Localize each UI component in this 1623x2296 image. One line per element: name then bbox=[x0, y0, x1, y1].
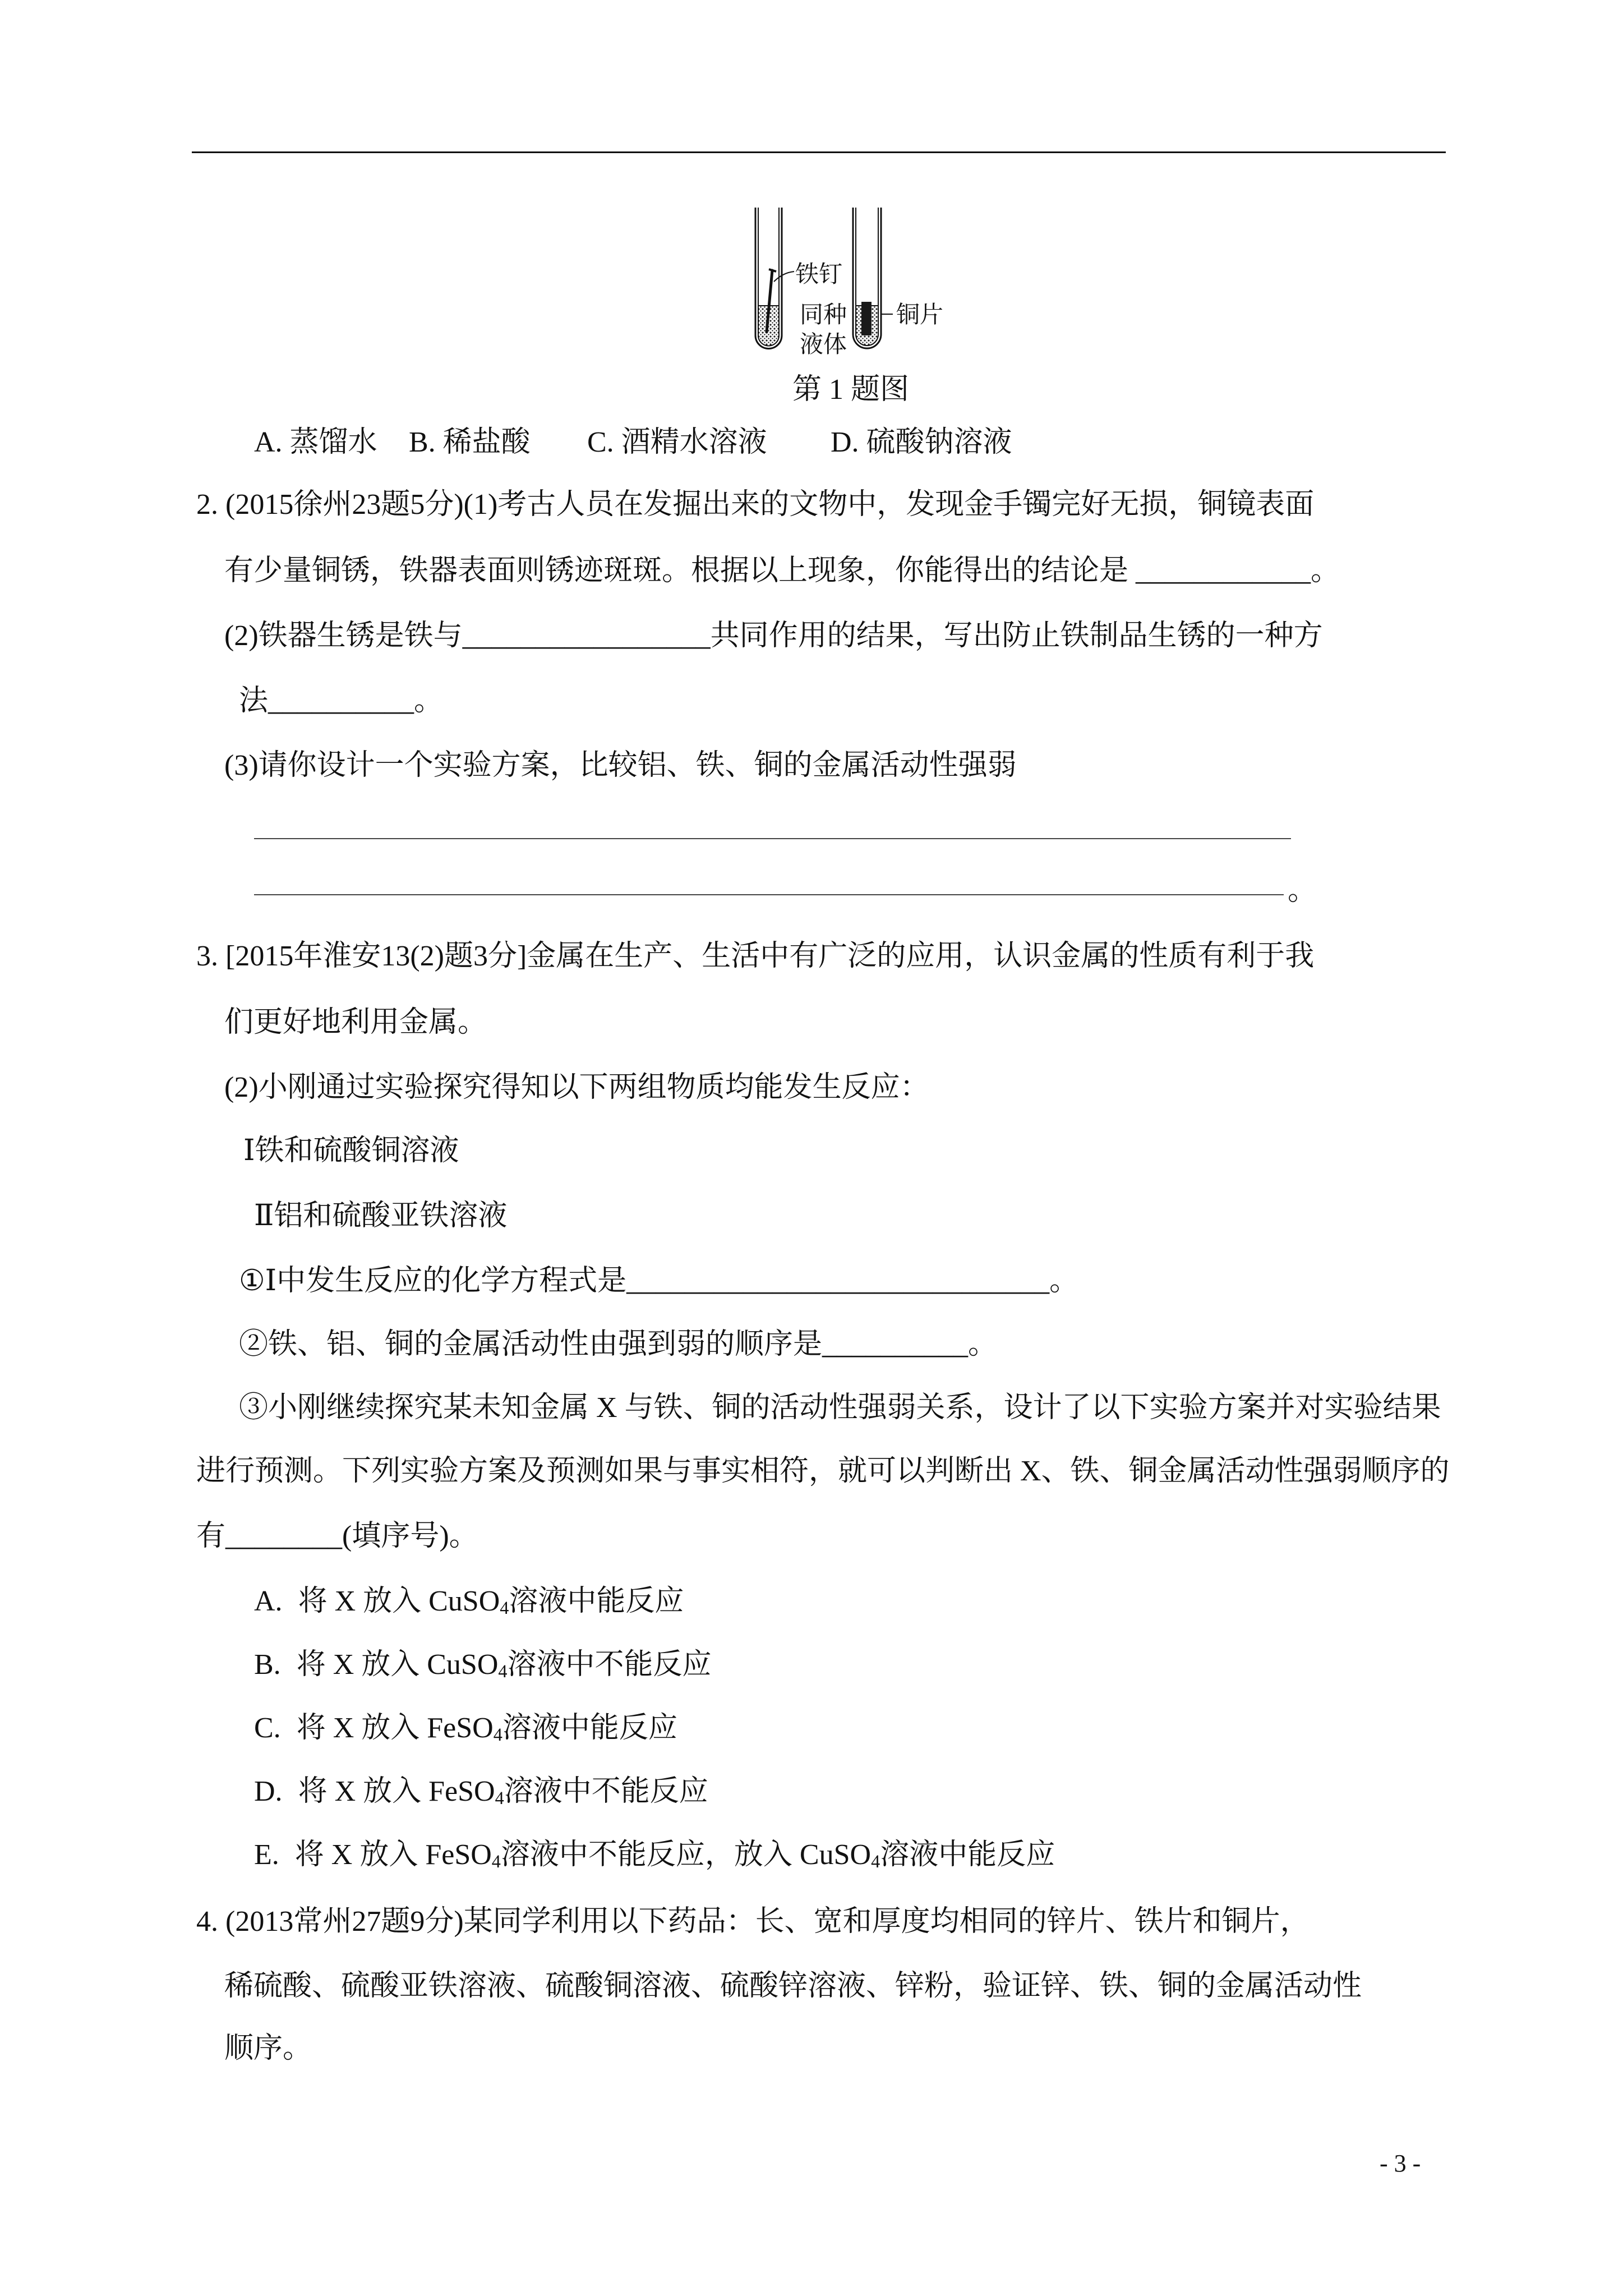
answer-end-mark: 。 bbox=[1288, 875, 1317, 907]
q3-line-3: (2)小刚通过实验探究得知以下两组物质均能发生反应： bbox=[224, 1071, 929, 1103]
label-same-liquid-1: 同种 bbox=[800, 302, 847, 328]
q3-line-2: 们更好地利用金属。 bbox=[224, 1006, 487, 1038]
q3-line-5: Ⅱ铝和硫酸亚铁溶液 bbox=[254, 1200, 508, 1232]
test-tube-figure bbox=[746, 202, 959, 365]
nail-leader-line bbox=[774, 272, 794, 282]
answer-rule-2 bbox=[254, 894, 1284, 895]
q3-line-6: ①Ⅰ中发生反应的化学方程式是_____________________________。 bbox=[239, 1265, 1079, 1297]
option-letter: B. bbox=[254, 1649, 281, 1681]
option-text: 将 X 放入 FeSO bbox=[294, 1839, 492, 1871]
option-letter: D. bbox=[254, 1775, 283, 1807]
q3-line-1: 3. [2015年淮安13(2)题3分]金属在生产、生活中有广泛的应用，认识金属的性质有利于我 bbox=[196, 940, 1315, 972]
q1-option-a: A. 蒸馏水 bbox=[254, 426, 377, 458]
copper-sheet bbox=[861, 302, 872, 335]
page-number: - 3 - bbox=[1380, 2150, 1421, 2177]
figure-caption: 第 1 题图 bbox=[792, 374, 910, 406]
option-letter: E. bbox=[254, 1839, 279, 1871]
q2-line-1: 2. (2015徐州23题5分)(1)考古人员在发掘出来的文物中，发现金手镯完好无损，铜镜表面 bbox=[196, 489, 1315, 521]
q1-option-b: B. 稀盐酸 bbox=[409, 426, 531, 458]
option-letter: A. bbox=[254, 1585, 283, 1617]
q3-option-b bbox=[254, 1648, 712, 1682]
subscript: 4 bbox=[500, 1597, 509, 1618]
option-text: 将 X 放入 FeSO bbox=[296, 1712, 494, 1744]
q3-line-7: ②铁、铝、铜的金属活动性由强到弱的顺序是__________。 bbox=[239, 1328, 998, 1360]
subscript: 4 bbox=[871, 1851, 880, 1871]
q3-option-a bbox=[254, 1585, 684, 1618]
subscript: 4 bbox=[493, 1724, 502, 1745]
q4-line-1: 4. (2013常州27题9分)某同学利用以下药品：长、宽和厚度均相同的锌片、铁片和铜片， bbox=[196, 1906, 1310, 1938]
q3-line-10: 有________(填序号)。 bbox=[196, 1520, 478, 1552]
option-letter: C. bbox=[254, 1712, 281, 1744]
q3-line-9: 进行预测。下列实验方案及预测如果与事实相符，就可以判断出 X、铁、铜金属活动性强弱顺序的 bbox=[196, 1455, 1450, 1487]
option-text: 溶液中不能反应，放入 CuSO bbox=[500, 1839, 872, 1871]
option-text: 溶液中不能反应 bbox=[504, 1775, 708, 1807]
q2-line-3: (2)铁器生锈是铁与_________________共同作用的结果，写出防止铁制品生锈的一种方 bbox=[224, 620, 1323, 652]
q2-line-4: 法__________。 bbox=[239, 685, 444, 717]
option-text: 溶液中能反应 bbox=[502, 1712, 677, 1744]
option-text: 将 X 放入 CuSO bbox=[298, 1585, 500, 1617]
option-text: 将 X 放入 FeSO bbox=[298, 1775, 495, 1807]
subscript: 4 bbox=[491, 1851, 501, 1871]
header-rule bbox=[192, 151, 1446, 153]
subscript: 4 bbox=[495, 1787, 504, 1808]
option-text: 溶液中不能反应 bbox=[507, 1649, 712, 1681]
label-copper-sheet: 铜片 bbox=[896, 302, 944, 328]
q4-line-3: 顺序。 bbox=[224, 2032, 312, 2064]
label-same-liquid-2: 液体 bbox=[800, 332, 847, 358]
subscript: 4 bbox=[498, 1660, 508, 1681]
q3-option-c bbox=[254, 1711, 677, 1745]
q3-option-e bbox=[254, 1838, 1055, 1872]
q3-line-4: Ⅰ铁和硫酸铜溶液 bbox=[243, 1135, 459, 1167]
q4-line-2: 稀硫酸、硫酸亚铁溶液、硫酸铜溶液、硫酸锌溶液、锌粉，验证锌、铁、铜的金属活动性 bbox=[224, 1970, 1362, 2002]
option-text: 将 X 放入 CuSO bbox=[296, 1649, 499, 1681]
q1-option-d: D. 硫酸钠溶液 bbox=[831, 426, 1012, 458]
q2-line-5: (3)请你设计一个实验方案，比较铝、铁、铜的金属活动性强弱 bbox=[224, 749, 1017, 781]
q1-option-c: C. 酒精水溶液 bbox=[587, 426, 767, 458]
q3-line-8: ③小刚继续探究某未知金属 X 与铁、铜的活动性强弱关系，设计了以下实验方案并对实验结果 bbox=[239, 1392, 1441, 1424]
answer-rule-1 bbox=[254, 838, 1291, 839]
option-text: 溶液中能反应 bbox=[509, 1585, 684, 1617]
q3-option-d bbox=[254, 1775, 708, 1809]
label-iron-nail: 铁钉 bbox=[795, 262, 843, 288]
iron-nail-head bbox=[769, 269, 776, 272]
option-text: 溶液中能反应 bbox=[880, 1839, 1055, 1871]
q2-line-2: 有少量铜锈，铁器表面则锈迹斑斑。根据以上现象，你能得出的结论是 ____________。 bbox=[224, 555, 1340, 587]
